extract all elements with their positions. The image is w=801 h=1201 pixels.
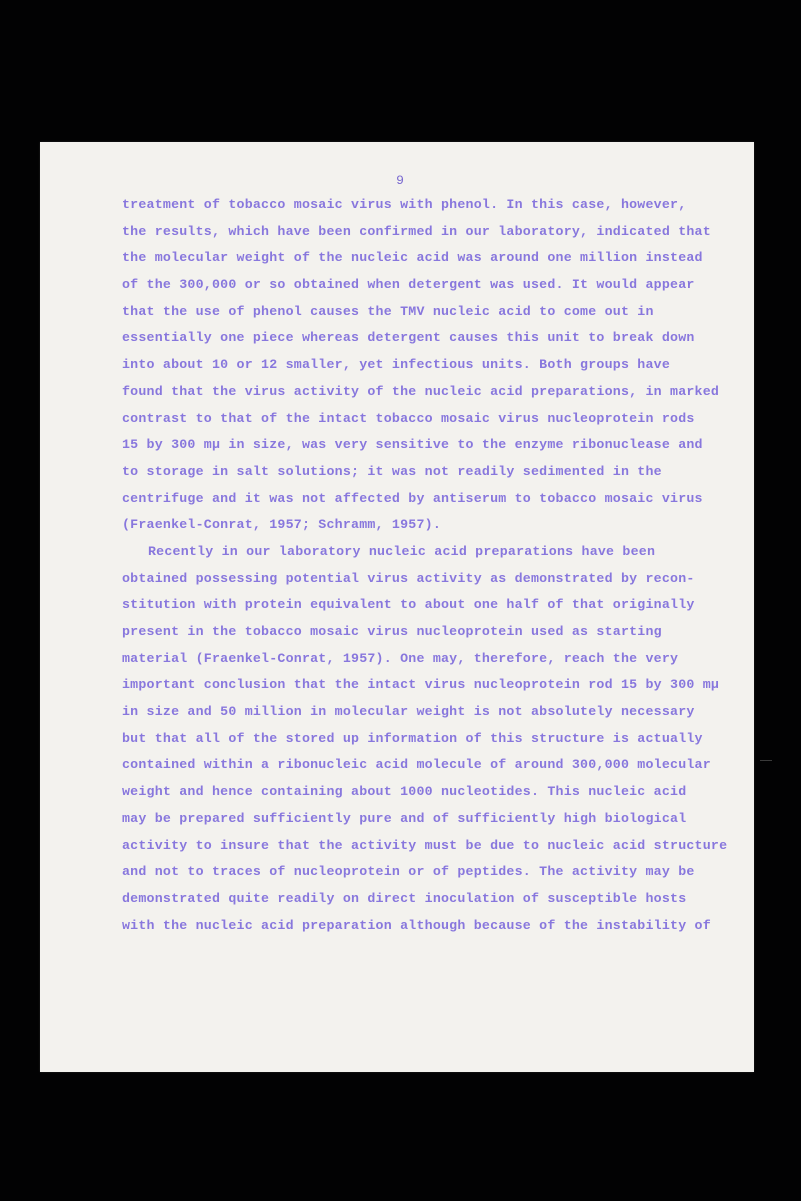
text-line: in size and 50 million in molecular weight is not absolutely necessary bbox=[122, 704, 695, 720]
text-line: essentially one piece whereas detergent causes this unit to break down bbox=[122, 330, 695, 346]
text-line: material (Fraenkel-Conrat, 1957). One may, therefore, reach the very bbox=[122, 650, 679, 666]
text-line: important conclusion that the intact virus nucleoprotein rod 15 by 300 mμ bbox=[122, 677, 720, 693]
text-line: stitution with protein equivalent to about one half of that originally bbox=[122, 597, 695, 613]
text-line: treatment of tobacco mosaic virus with phenol. In this case, however, bbox=[122, 197, 687, 212]
text-line: contained within a ribonucleic acid molecule of around 300,000 molecular bbox=[122, 757, 711, 773]
text-line: found that the virus activity of the nucleic acid preparations, in marked bbox=[122, 383, 720, 399]
typed-body bbox=[122, 192, 728, 939]
page-number: 9 bbox=[396, 173, 404, 188]
text-line: centrifuge and it was not affected by antiserum to tobacco mosaic virus bbox=[122, 490, 703, 506]
text-line: 15 by 300 mμ in size, was very sensitive to the enzyme ribonuclease and bbox=[122, 437, 703, 453]
text-line: activity to insure that the activity must be due to nucleic acid structure bbox=[122, 837, 728, 853]
text-line: present in the tobacco mosaic virus nucleoprotein used as starting bbox=[122, 624, 662, 639]
text-line: Recently in our laboratory nucleic acid preparations have been bbox=[148, 543, 656, 559]
text-line: with the nucleic acid preparation although because of the instability of bbox=[122, 917, 711, 933]
text-line: and not to traces of nucleoprotein or of peptides. The activity may be bbox=[122, 864, 695, 880]
text-line: may be prepared sufficiently pure and of sufficiently high biological bbox=[122, 810, 687, 826]
text-line: the results, which have been confirmed in our laboratory, indicated that bbox=[122, 223, 711, 239]
text-line: that the use of phenol causes the TMV nucleic acid to come out in bbox=[122, 303, 654, 319]
margin-mark bbox=[760, 760, 772, 761]
text-line: obtained possessing potential virus activity as demonstrated by recon- bbox=[122, 570, 695, 586]
text-line: the molecular weight of the nucleic acid was around one million instead bbox=[122, 250, 703, 266]
text-line: of the 300,000 or so obtained when detergent was used. It would appear bbox=[122, 277, 695, 293]
text-line: to storage in salt solutions; it was not readily sedimented in the bbox=[122, 463, 662, 479]
text-line: contrast to that of the intact tobacco mosaic virus nucleoprotein rods bbox=[122, 410, 695, 426]
text-line: demonstrated quite readily on direct inoculation of susceptible hosts bbox=[122, 890, 687, 906]
text-line: into about 10 or 12 smaller, yet infectious units. Both groups have bbox=[122, 357, 671, 373]
text-line: (Fraenkel-Conrat, 1957; Schramm, 1957). bbox=[122, 517, 441, 533]
text-line: but that all of the stored up information of this structure is actually bbox=[122, 730, 703, 746]
text-line: weight and hence containing about 1000 nucleotides. This nucleic acid bbox=[122, 784, 687, 800]
